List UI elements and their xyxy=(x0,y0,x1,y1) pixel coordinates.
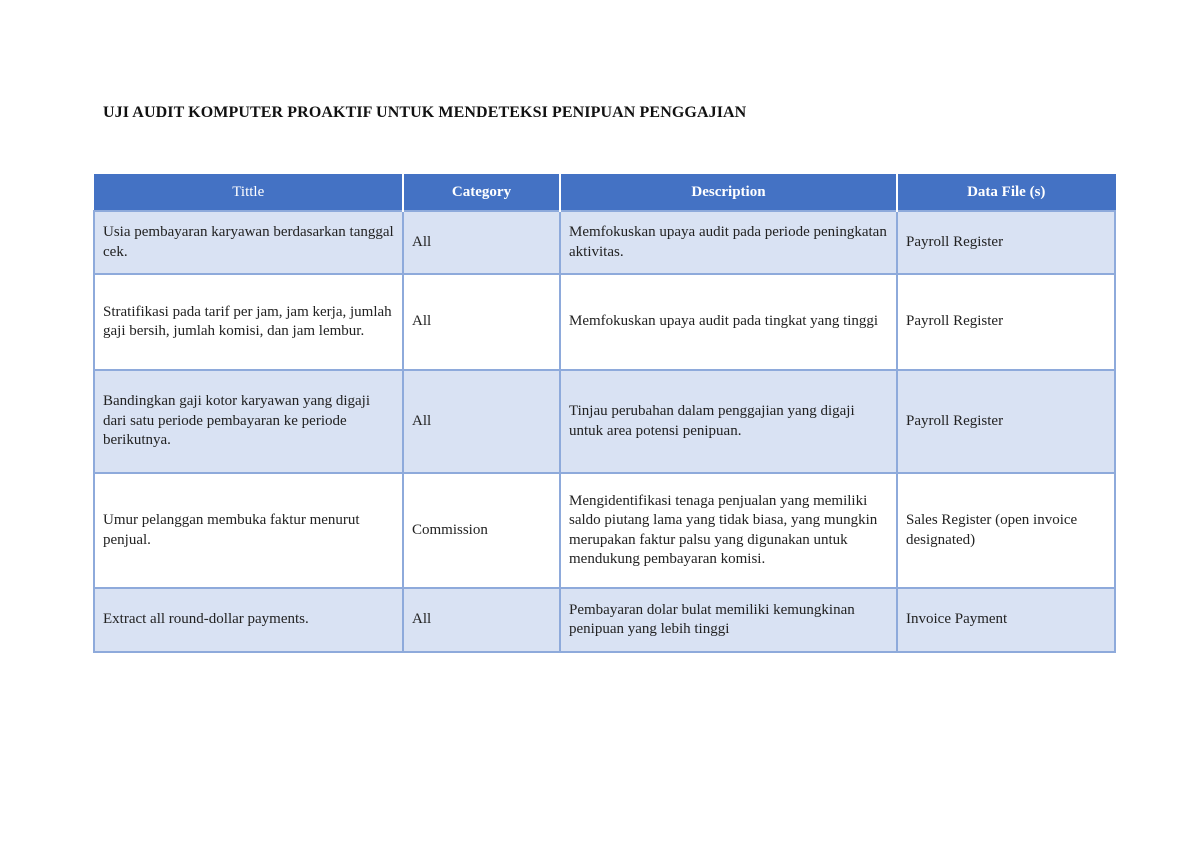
cell-category: Commission xyxy=(403,473,560,588)
cell-data-file: Payroll Register xyxy=(897,211,1115,274)
table-row xyxy=(94,588,1115,652)
cell-description: Mengidentifikasi tenaga penjualan yang memiliki saldo piutang lama yang tidak biasa, yang mungkin merupakan faktur palsu yang digunakan untuk mendukung pembayaran komisi. xyxy=(560,473,897,588)
table-row xyxy=(94,473,1115,588)
table-row xyxy=(94,211,1115,274)
table-row xyxy=(94,274,1115,370)
cell-title: Usia pembayaran karyawan berdasarkan tanggal cek. xyxy=(94,211,403,274)
table-row xyxy=(94,370,1115,473)
cell-title: Bandingkan gaji kotor karyawan yang digaji dari satu periode pembayaran ke periode berikutnya. xyxy=(94,370,403,473)
header-data-file: Data File (s) xyxy=(897,175,1115,212)
cell-category: All xyxy=(403,274,560,370)
cell-data-file: Sales Register (open invoice designated) xyxy=(897,473,1115,588)
cell-title: Umur pelanggan membuka faktur menurut penjual. xyxy=(94,473,403,588)
cell-category: All xyxy=(403,211,560,274)
cell-data-file: Invoice Payment xyxy=(897,588,1115,652)
page-title: UJI AUDIT KOMPUTER PROAKTIF UNTUK MENDETEKSI PENIPUAN PENGGAJIAN xyxy=(103,104,747,121)
cell-description: Tinjau perubahan dalam penggajian yang digaji untuk area potensi penipuan. xyxy=(560,370,897,473)
header-category: Category xyxy=(403,175,560,212)
cell-category: All xyxy=(403,370,560,473)
cell-category: All xyxy=(403,588,560,652)
audit-tests-table-container xyxy=(93,174,1114,653)
table-header-row xyxy=(94,175,1115,212)
cell-description: Pembayaran dolar bulat memiliki kemungkinan penipuan yang lebih tinggi xyxy=(560,588,897,652)
cell-title: Extract all round-dollar payments. xyxy=(94,588,403,652)
audit-tests-table xyxy=(93,174,1116,653)
header-title: Tittle xyxy=(94,175,403,212)
cell-description: Memfokuskan upaya audit pada periode peningkatan aktivitas. xyxy=(560,211,897,274)
cell-title: Stratifikasi pada tarif per jam, jam kerja, jumlah gaji bersih, jumlah komisi, dan jam lembur. xyxy=(94,274,403,370)
header-description: Description xyxy=(560,175,897,212)
cell-data-file: Payroll Register xyxy=(897,370,1115,473)
cell-description: Memfokuskan upaya audit pada tingkat yang tinggi xyxy=(560,274,897,370)
cell-data-file: Payroll Register xyxy=(897,274,1115,370)
